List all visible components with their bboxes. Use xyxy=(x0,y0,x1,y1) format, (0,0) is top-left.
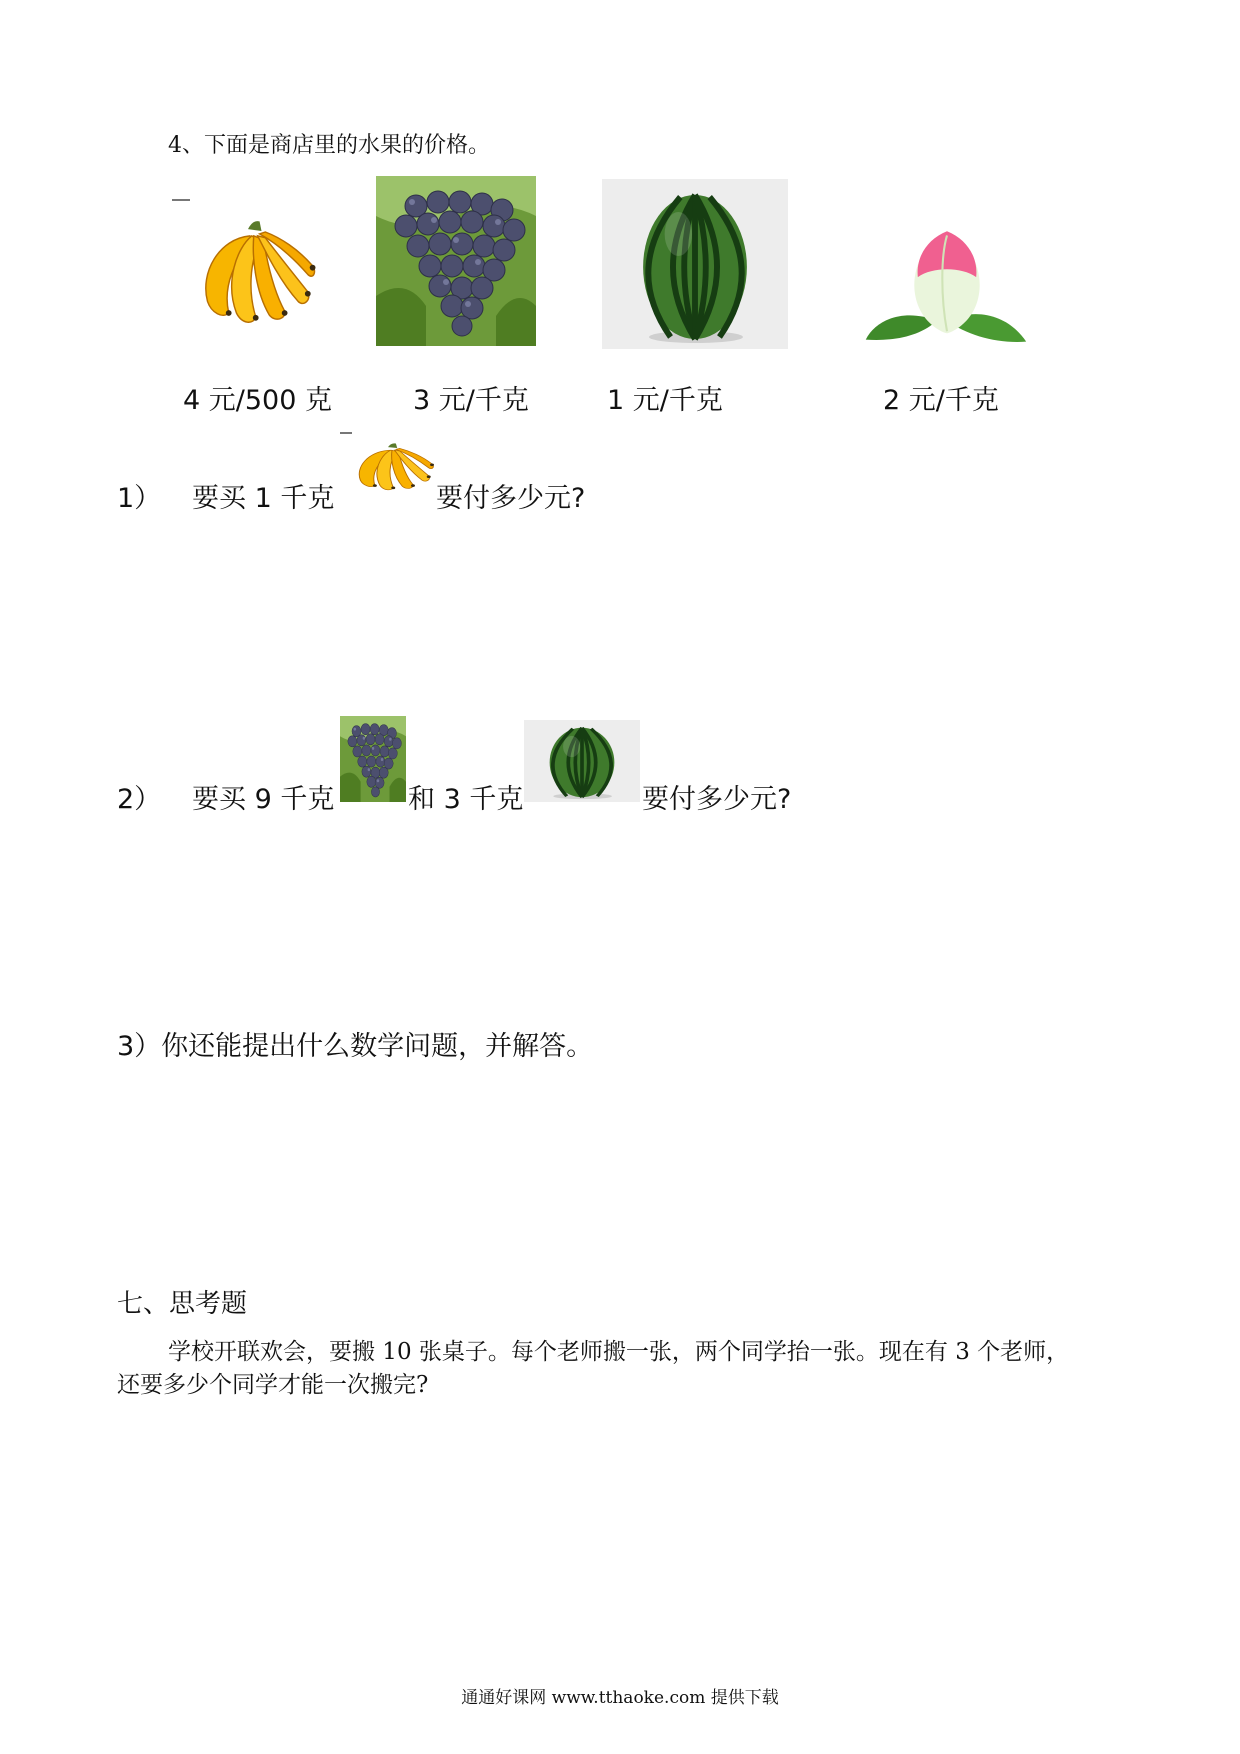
grapes-price: 3 元/千克 xyxy=(413,385,529,416)
peach-icon xyxy=(862,225,1032,350)
grapes-icon xyxy=(340,716,406,802)
peach-price: 2 元/千克 xyxy=(883,385,999,416)
watermelon-price: 1 元/千克 xyxy=(607,385,723,416)
mark-dash xyxy=(172,199,190,201)
banana-price: 4 元/500 克 xyxy=(183,385,332,416)
q2-text-pre: 要买 9 千克 xyxy=(192,784,335,815)
q3-text: 3）你还能提出什么数学问题，并解答。 xyxy=(117,1031,594,1062)
q2-number: 2） xyxy=(117,784,162,815)
mark-dash xyxy=(340,432,352,434)
watermelon-icon xyxy=(602,179,788,349)
q1-text-pre: 要买 1 千克 xyxy=(192,483,335,514)
section-text-line2: 还要多少个同学才能一次搬完? xyxy=(117,1372,429,1398)
q1-text-post: 要付多少元? xyxy=(436,483,586,514)
section-title: 七、思考题 xyxy=(117,1289,248,1319)
banana-icon xyxy=(178,205,318,340)
q2-text-mid: 和 3 千克 xyxy=(408,784,524,815)
footer-text: 通通好课网 www.tthaoke.com 提供下载 xyxy=(461,1688,779,1708)
watermelon-icon xyxy=(524,720,640,802)
q1-number: 1） xyxy=(117,483,162,514)
grapes-icon xyxy=(376,176,536,346)
section-text-line1: 学校开联欢会，要搬 10 张桌子。每个老师搬一张，两个同学抬一张。现在有 3 个老师， xyxy=(168,1339,1070,1365)
q2-text-post: 要付多少元? xyxy=(642,784,792,815)
question-intro: 4、下面是商店里的水果的价格。 xyxy=(168,133,490,158)
banana-icon xyxy=(342,436,434,498)
